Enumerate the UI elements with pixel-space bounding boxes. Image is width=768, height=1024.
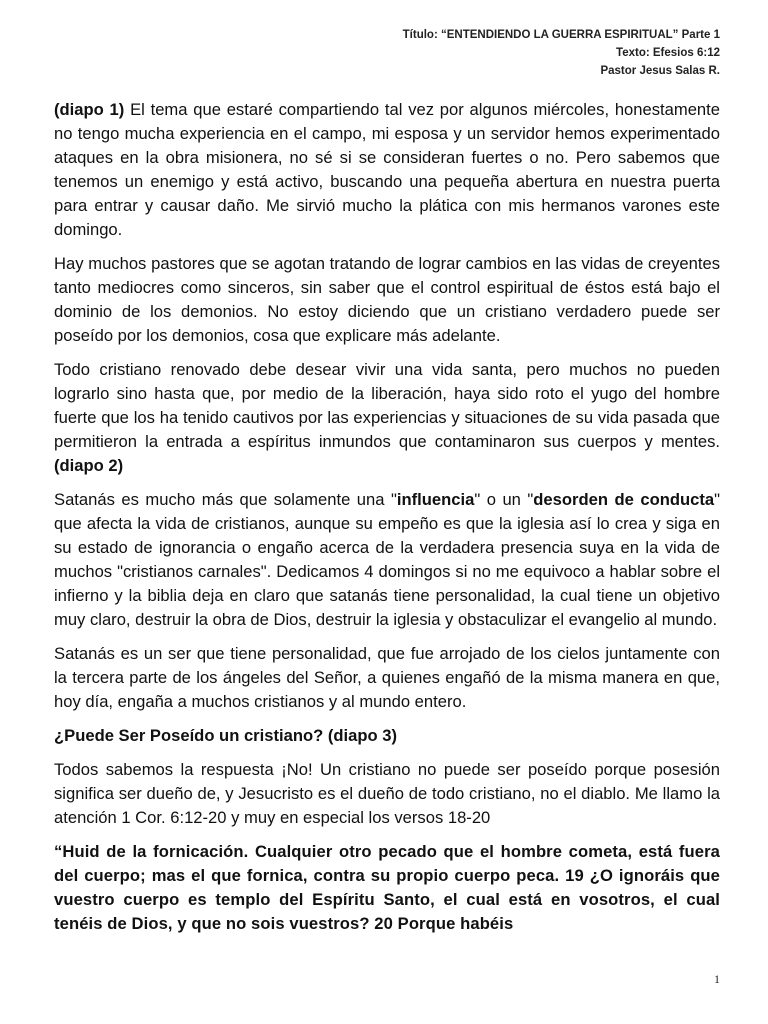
paragraph-text: Todo cristiano renovado debe desear vivir una vida santa, pero muchos no pueden lograrlo sino hasta que, por medio de la liberación, haya sido roto el yugo del hombre fuerte que los ha tenido cautivos por las experiencias y situaciones de su vida pasada que permitieron la entrada a espíritus inmundos que contaminaron sus cuerpos y mentes. <box>54 360 720 451</box>
scripture-text: Texto: Efesios 6:12 <box>616 47 720 59</box>
paragraph-2: Hay muchos pastores que se agotan tratando de lograr cambios en las vidas de creyentes tanto mediocres como sinceros, sin saber que el control espiritual de éstos está bajo el dominio de los demonios. No estoy diciendo que un cristiano verdadero puede ser poseído por los demonios, cosa que explicare más adelante. <box>54 254 720 345</box>
paragraph-3 <box>54 358 720 478</box>
emphasis-influencia: influencia <box>396 490 475 509</box>
document-body <box>54 98 720 946</box>
pastor-name: Pastor Jesus Salas R. <box>600 65 720 77</box>
slide-marker: (diapo 2) <box>54 456 124 475</box>
section-heading: ¿Puede Ser Poseído un cristiano? (diapo 3) <box>54 726 397 745</box>
scripture-quote: “Huid de la fornicación. Cualquier otro pecado que el hombre cometa, está fuera del cuerpo; mas el que fornica, contra su propio cuerpo peca. 19 ¿O ignoráis que vuestro cuerpo es templo del Espíritu Santo, el cual está en vosotros, el cual tenéis de Dios, y que no sois vuestros? 20 Porque habéis <box>54 842 720 933</box>
paragraph-text: Satanás es mucho más que solamente una " <box>54 490 397 509</box>
emphasis-desorden: desorden de conducta <box>533 490 715 509</box>
paragraph-text: El tema que estaré compartiendo tal vez por algunos miércoles, honestamente no tengo mucha experiencia en el campo, mi esposa y un servidor hemos experimentado ataques en la obra misionera, no sé si se consideran fuertes o no. Pero sabemos que tenemos un enemigo y está activo, buscando una pequeña abertura en nuestra puerta para entrar y causar daño. Me sirvió mucho la plática con mis hermanos varones este domingo. <box>54 100 720 239</box>
paragraph-5: Satanás es un ser que tiene personalidad, que fue arrojado de los cielos juntamente con la tercera parte de los ángeles del Señor, a quienes engañó de la misma manera en que, hoy día, engaña a muchos cristianos y al mundo entero. <box>54 644 720 711</box>
paragraph-text: " que afecta la vida de cristianos, aunque su empeño es que la iglesia así lo crea y siga en su estado de ignorancia o engaño acerca de la verdadera presencia suya en la vida de muchos "cristianos carnales". Dedicamos 4 domingos si no me equivoco a hablar sobre el infierno y la biblia deja en claro que satanás tiene personalidad, la cual tiene un objetivo muy claro, destruir la obra de Dios, destruir la iglesia y obstaculizar el evangelio al mundo. <box>54 490 720 629</box>
paragraph-text: " o un " <box>474 490 534 509</box>
paragraph-4 <box>54 488 720 632</box>
paragraph-6: Todos sabemos la respuesta ¡No! Un cristiano no puede ser poseído porque posesión significa ser dueño de, y Jesucristo es el dueño de todo cristiano, no el diablo. Me llamo la atención 1 Cor. 6:12-20 y muy en especial los versos 18-20 <box>54 760 720 827</box>
document-header <box>403 26 720 80</box>
slide-marker: (diapo 1) <box>54 100 125 119</box>
sermon-title: Título: “ENTENDIENDO LA GUERRA ESPIRITUAL” Parte 1 <box>402 29 720 41</box>
paragraph-1 <box>54 98 720 242</box>
page-number: 1 <box>714 972 720 986</box>
